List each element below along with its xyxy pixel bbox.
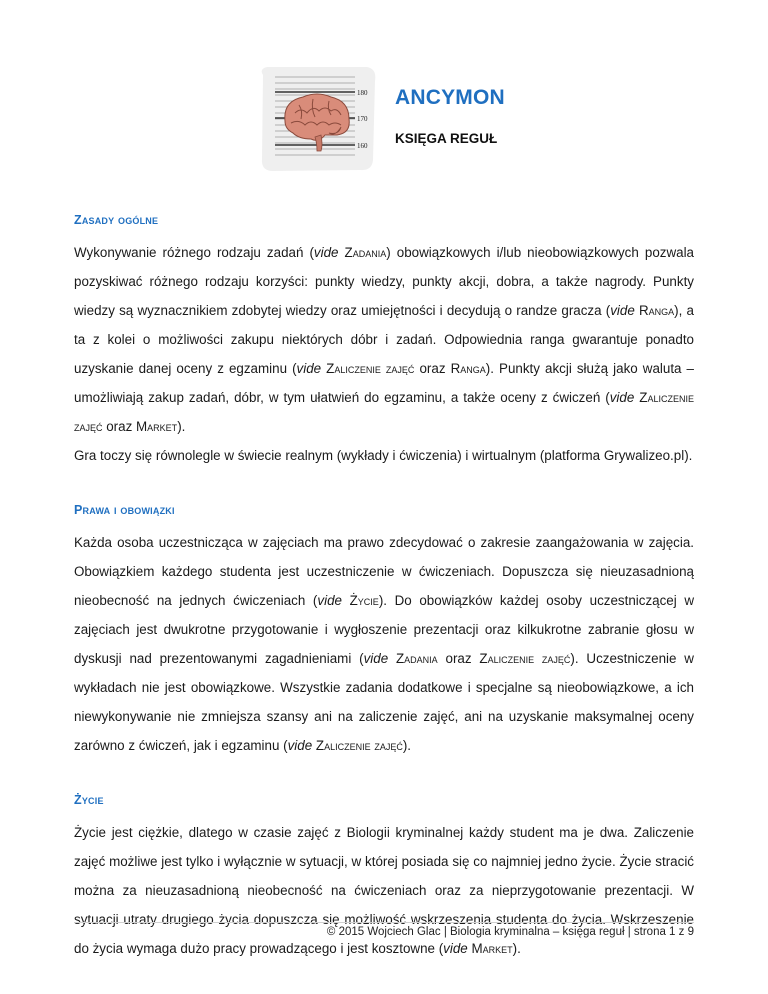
text-run	[388, 651, 396, 666]
cross-reference: Market	[471, 941, 513, 956]
document-title: ANCYMON	[395, 86, 505, 109]
text-run: ).	[177, 419, 186, 434]
cross-reference: Zaliczenie zajęć	[326, 361, 415, 376]
vide-marker: vide	[609, 390, 635, 405]
cross-reference: Zadania	[395, 651, 438, 666]
vide-marker: vide	[313, 245, 339, 260]
text-run: ).	[402, 738, 412, 753]
text-run: oraz	[437, 651, 480, 666]
text-run: ). Punkty akcji służą jako waluta – umożliwiają zakup zadań, dóbr, w tym ułatwień do egzaminu, a także oceny z ćwiczeń (	[74, 361, 694, 405]
text-run: ) obowiązkowych i/lub nieobowiązkowych pozwala pozyskiwać różnego rodzaju korzyści: punkty wiedzy, punkty akcji, dobra, a także nagrody. Punkty wiedzy są wyznacznikiem zdobytej wiedzy oraz umiejętności i decydują o randze gracza (	[74, 245, 694, 318]
paragraph	[74, 441, 694, 470]
cross-reference: Ranga	[450, 361, 486, 376]
text-run	[342, 593, 350, 608]
ruler-label-middle: 170	[357, 115, 368, 123]
cross-reference: Market	[136, 419, 178, 434]
cross-reference: Ranga	[638, 303, 675, 318]
cross-reference: Życie	[349, 593, 379, 608]
vide-marker: vide	[363, 651, 389, 666]
text-run: ), a ta z kolei o możliwości zakupu niektórych dóbr i zadań. Odpowiednia ranga gwarantuje ponadto uzyskanie danej oceny z egzaminu (	[74, 303, 694, 376]
cross-reference: Zaliczenie zajęć	[479, 651, 571, 666]
page-footer: © 2015 Wojciech Glac | Biologia kryminalna – księga reguł | strona 1 z 9	[326, 926, 694, 938]
cross-reference: Zadania	[344, 245, 387, 260]
cross-reference: Zaliczenie zajęć	[315, 738, 403, 753]
cross-reference: Zaliczenie zajęć	[74, 390, 694, 434]
section-heading-zycie: Życie	[74, 793, 104, 807]
ruler-label-top: 180	[357, 89, 368, 97]
paragraph	[74, 238, 694, 441]
footer-divider	[74, 922, 694, 923]
document-subtitle: KSIĘGA REGUŁ	[395, 131, 498, 146]
text-run: ).	[512, 941, 521, 956]
text-run: oraz	[102, 419, 137, 434]
section-heading-zasady-ogolne: Zasady ogólne	[74, 213, 159, 227]
text-run: ). Uczestniczenie w wykładach nie jest obowiązkowe. Wszystkie zadania dodatkowe i specjalne są nieobowiązkowe, a ich niewykonywanie nie zmniejsza szansy ani na zaliczenie zajęć, ani na uzyskanie maksymalnej oceny zarówno z ćwiczeń, jak i egzaminu (	[74, 651, 694, 753]
document-body	[74, 210, 694, 963]
paragraph	[74, 818, 694, 963]
text-run: Wykonywanie różnego rodzaju zadań (	[74, 245, 314, 260]
vide-marker: vide	[443, 941, 468, 956]
section-heading-prawa-i-obowiazki: Prawa i obowiązki	[74, 503, 175, 517]
vide-marker: vide	[287, 738, 313, 753]
ruler-label-bottom: 160	[357, 142, 368, 150]
vide-marker: vide	[610, 303, 635, 318]
text-run: Każda osoba uczestnicząca w zajęciach ma prawo zdecydować o zakresie zaangażowania w zajęcia. Obowiązkiem każdego studenta jest uczestniczenie w ćwiczeniach. Dopuszcza się nieuzasadnioną nieobecność na jednych ćwiczeniach (	[74, 535, 694, 608]
brain-lineup-icon	[255, 65, 380, 173]
text-run: Życie jest ciężkie, dlatego w czasie zajęć z Biologii kryminalnej każdy student ma je dwa. Zaliczenie zajęć możliwe jest tylko i wyłącznie w sytuacji, w której posiada się co najmniej jedno życie. Życie stracić można za nieuzasadnioną nieobecność na ćwiczeniach oraz za nieprzygotowanie prezentacji. W sytuacji utraty drugiego życia dopuszcza się możliwość wskrzeszenia studenta do życia. Wskrzeszenie do życia wymaga dużo pracy prowadzącego i jest kosztowne (	[74, 825, 694, 956]
vide-marker: vide	[317, 593, 342, 608]
paragraph	[74, 528, 694, 760]
text-run: oraz	[414, 361, 451, 376]
vide-marker: vide	[296, 361, 322, 376]
text-run: Gra toczy się równolegle w świecie realnym (wykłady i ćwiczenia) i wirtualnym (platforma Grywalizeo.pl).	[74, 448, 693, 463]
text-run: ). Do obowiązków każdej osoby uczestniczącej w zajęciach jest dwukrotne przygotowanie i wygłoszenie prezentacji oraz kilkukrotne zabranie głosu w dyskusji nad prezentowanymi zagadnieniami (	[74, 593, 694, 666]
